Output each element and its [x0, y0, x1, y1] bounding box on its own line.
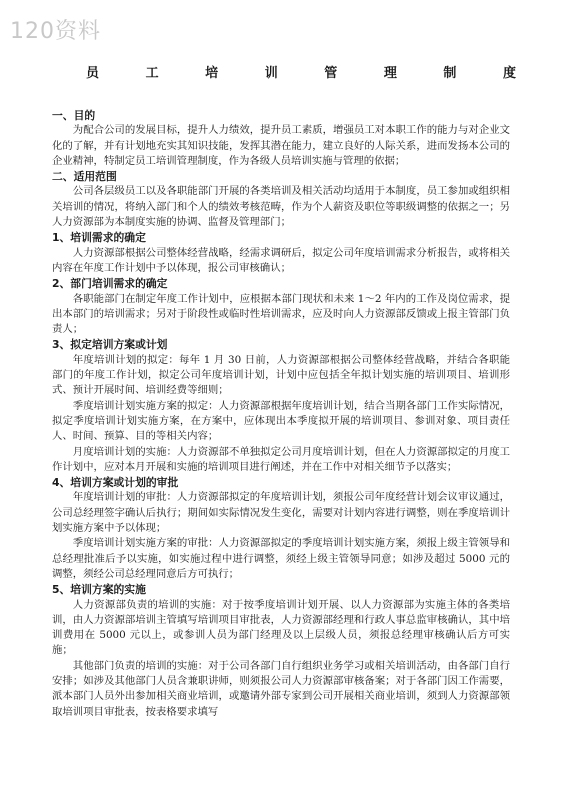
paragraph: 月度培训计划的实施：人力资源部不单独拟定公司月度培训计划，但在人力资源部拟定的月度工作计划中，应对本月开展和实施的培训项目进行阐述，并在工作中对相关细节予以落实；: [52, 445, 510, 473]
paragraph: 为配合公司的发展目标，提升人力绩效，提升员工素质，增强员工对本职工作的能力与对企业文化的了解，并有计划地充实其知识技能，发挥其潜在能力，建立良好的人际关系，进而发扬本公司的企业精神，特制定员工培训管理制度，作为各级人员培训实施与管理的依据；: [52, 124, 510, 167]
section-heading: 5、培训方案的实施: [52, 583, 146, 597]
title-char: 度: [502, 66, 516, 81]
title-char: 训: [264, 66, 278, 81]
paragraph: 各职能部门在制定年度工作计划中，应根据本部门现状和未来 1～2 年内的工作及岗位需求，提出本部门的培训需求；另对于阶段性或临时性培训需求，应及时向人力资源部反馈或上报主管部门负责人；: [52, 292, 510, 336]
watermark-logo: 120资料: [10, 19, 101, 44]
section-heading: 二、适用范围: [52, 170, 117, 184]
document-title: [86, 62, 516, 81]
paragraph: 季度培训计划实施方案的审批：人力资源部拟定的季度培训计划实施方案，须报上级主管领导和总经理批准后予以实施，如实施过程中进行调整，须经上级主管领导同意；如涉及超过 5000 元的调整，须经公司总经理同意后方可执行；: [52, 537, 510, 580]
section-heading: 4、培训方案或计划的审批: [52, 476, 179, 490]
paragraph: 季度培训计划实施方案的拟定：人力资源部根据年度培训计划，结合当期各部门工作实际情况，拟定季度培训计划实施方案，在方案中，应体现出本季度拟开展的培训项目、参训对象、项目责任人、时间、预算、目的等相关内容；: [52, 399, 510, 443]
paragraph: 人力资源部负责的培训的实施：对于按季度培训计划开展、以人力资源部为实施主体的各类培训，由人力资源部培训主管填写培训项目审批表，人力资源部经理和行政人事总监审核确认，其中培训费用在 5000 元以上，或参训人员为部门经理及以上层级人员，须报总经理审核确认后方可实施；: [52, 598, 510, 657]
title-char: 制: [443, 66, 457, 81]
title-char: 培: [205, 66, 219, 81]
title-char: 工: [145, 66, 159, 81]
title-char: 理: [383, 66, 397, 81]
paragraph: 年度培训计划的拟定：每年 1 月 30 日前，人力资源部根据公司整体经营战略，并结合各职能部门的年度工作计划，拟定公司年度培训计划，计划中应包括全年拟计划实施的培训项目、培训形式、预计开展时间、培训经费等细则；: [52, 353, 510, 397]
paragraph: 其他部门负责的培训的实施：对于公司各部门自行组织业务学习或相关培训活动，由各部门自行安排；如涉及其他部门人员含兼职讲师，则须报公司人力资源部审核备案；对于各部门因工作需要，派本部门人员外出参加相关商业培训，或邀请外部专家到公司开展相关商业培训，须到人力资源部领取培训项目审批表，按表格要求填写: [52, 659, 510, 718]
title-char: 员: [86, 66, 100, 81]
section-heading: 1、培训需求的确定: [52, 231, 146, 245]
paragraph: 年度培训计划的审批：人力资源部拟定的年度培训计划，须报公司年度经营计划会议审议通过，公司总经理签字确认后执行；期间如实际情况发生变化，需要对计划内容进行调整，则在季度培训计划实施方案中予以体现；: [52, 491, 510, 535]
document-body: [52, 108, 510, 720]
title-char: 管: [324, 66, 338, 81]
section-heading: 一、目的: [52, 109, 96, 122]
paragraph: 人力资源部根据公司整体经营战略，经需求调研后，拟定公司年度培训需求分析报告，或将相关内容在年度工作计划中予以体现，报公司审核确认；: [52, 246, 510, 274]
section-heading: 2、部门培训需求的确定: [52, 277, 168, 291]
section-heading: 3、拟定培训方案或计划: [52, 338, 168, 352]
paragraph: 公司各层级员工以及各职能部门开展的各类培训及相关活动均适用于本制度，员工参加或组织相关培训的情况，将纳入部门和个人的绩效考核范畴，作为个人薪资及职位等职级调整的依据之一；另人力资源部为本制度实施的协调、监督及管理部门；: [52, 185, 510, 229]
